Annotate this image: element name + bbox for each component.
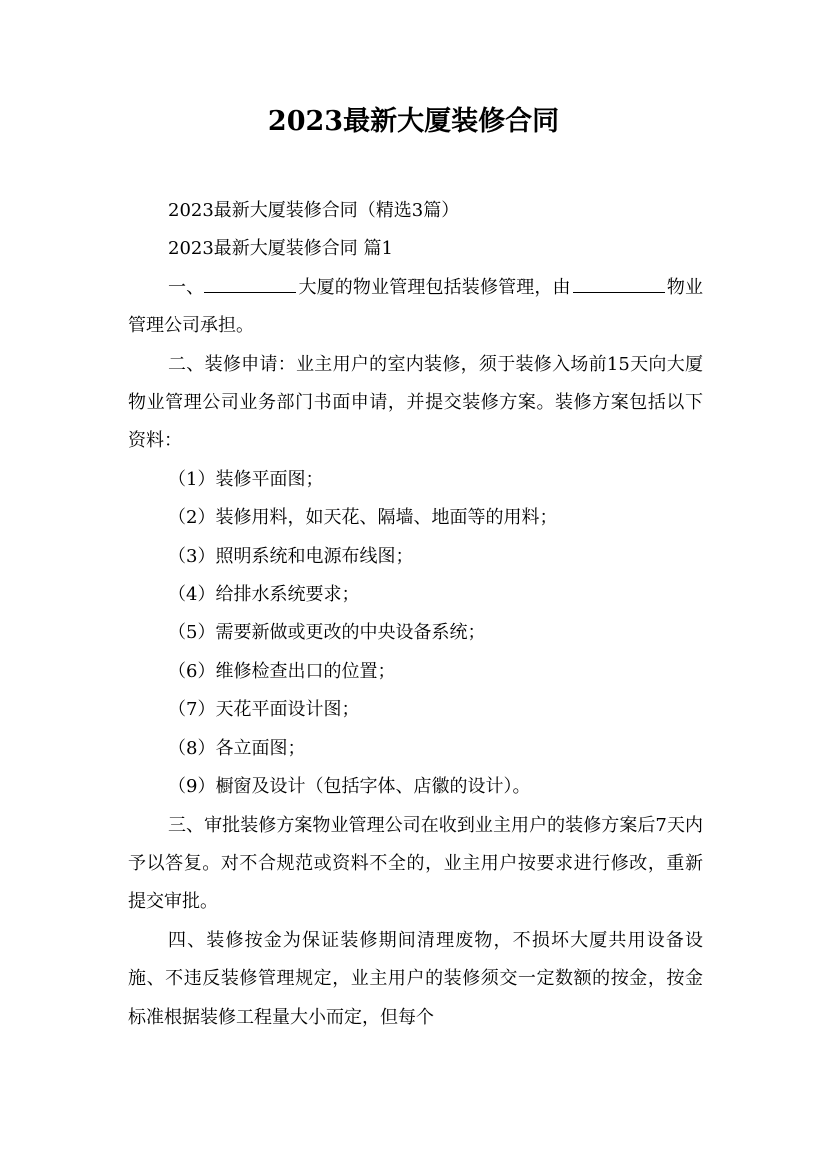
clause-1 [128, 269, 703, 346]
clause-1-suffix: 物业管理公司承担。 [128, 276, 704, 337]
document-title: 2023最新大厦装修合同 [267, 106, 560, 137]
list-item: （5）需要新做或更改的中央设备系统； [168, 622, 486, 644]
clause-3: 三、审批装修方案物业管理公司在收到业主用户的装修方案后7天内予以答复。对不合规范或资料不全的，业主用户按要求进行修改，重新提交审批。 [128, 814, 703, 913]
section-heading: 2023最新大厦装修合同 篇1 [168, 238, 393, 260]
list-item: （9）橱窗及设计（包括字体、店徽的设计）。 [168, 776, 531, 798]
clause-1-prefix: 一、 [168, 276, 205, 298]
document-subtitle: 2023最新大厦装修合同（精选3篇） [168, 200, 460, 221]
clause-2: 二、装修申请：业主用户的室内装修，须于装修入场前15天向大厦物业管理公司业务部门书面申请，并提交装修方案。装修方案包括以下资料： [128, 353, 703, 452]
blank-line [573, 274, 665, 293]
list-item: （3）照明系统和电源布线图； [168, 545, 414, 567]
list-item: （8）各立面图； [168, 737, 306, 759]
clause-4: 四、装修按金为保证装修期间清理废物，不损坏大厦共用设备设施、不违反装修管理规定，业主用户的装修须交一定数额的按金，按金标准根据装修工程量大小而定，但每个 [128, 929, 703, 1028]
list-item: （7）天花平面设计图； [168, 699, 360, 721]
blank-line [204, 274, 296, 293]
list-item: （6）维修检查出口的位置； [168, 660, 396, 682]
list-item: （4）给排水系统要求； [168, 584, 360, 606]
list-item: （1）装修平面图； [168, 468, 324, 490]
clause-1-middle: 大厦的物业管理包括装修管理，由 [298, 276, 571, 298]
document-body [128, 192, 703, 1037]
list-item: （2）装修用料，如天花、隔墙、地面等的用料； [168, 507, 558, 529]
